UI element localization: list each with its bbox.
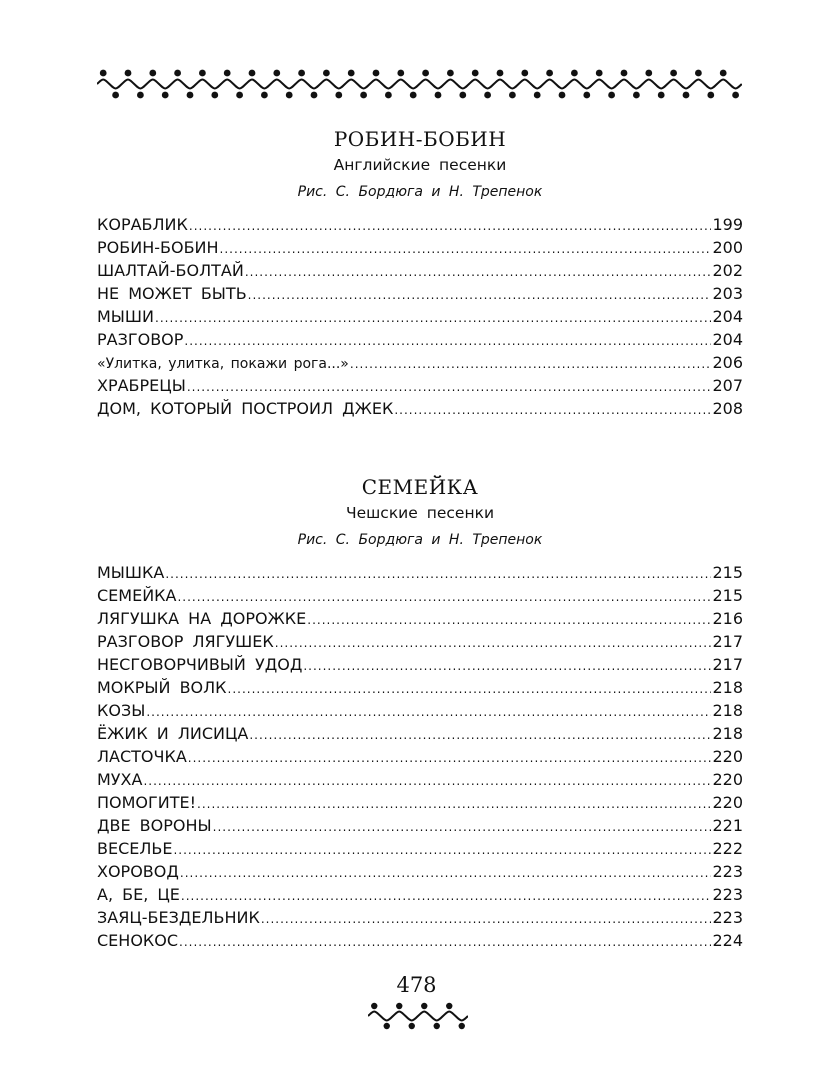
dot-leader — [155, 307, 711, 330]
toc-entry[interactable] — [97, 397, 743, 420]
dot-leader — [177, 586, 711, 609]
dot-leader — [180, 862, 712, 885]
entry-title: МЫШКА — [97, 563, 165, 582]
ornament-dot — [435, 92, 442, 99]
entry-page: 217 — [712, 655, 743, 674]
entry-page: 222 — [712, 839, 743, 858]
dot-leader — [245, 261, 712, 284]
ornament-dot — [371, 1003, 377, 1009]
entry-title: ЛЯГУШКА НА ДОРОЖКЕ — [97, 609, 307, 628]
ornament-dot — [484, 92, 491, 99]
ornament-dot — [211, 92, 218, 99]
section-subtitle: Чешские песенки — [345, 504, 495, 522]
dot-leader — [261, 908, 712, 931]
ornament-dot — [658, 92, 665, 99]
entry-title: ХОРОВОД — [97, 862, 179, 881]
toc-entry[interactable] — [97, 837, 743, 860]
ornament-dot — [396, 1003, 402, 1009]
entry-title: СЕНОКОС — [97, 931, 179, 950]
entry-title: ЛАСТОЧКА — [97, 747, 187, 766]
bottom-ornament — [368, 1002, 468, 1030]
entry-page: 215 — [712, 586, 743, 605]
ornament-dot — [633, 92, 640, 99]
dot-leader — [188, 747, 712, 770]
entry-page: 216 — [712, 609, 743, 628]
entry-title: ШАЛТАЙ-БОЛТАЙ — [97, 261, 244, 280]
toc-entry[interactable] — [97, 883, 743, 906]
ornament-dot — [472, 70, 479, 77]
toc-entry[interactable] — [97, 305, 743, 328]
section-subtitle: Английские песенки — [333, 156, 507, 174]
ornament-dot — [224, 70, 231, 77]
ornament-dot — [670, 70, 677, 77]
ornament-dot — [608, 92, 615, 99]
ornament-dot — [360, 92, 367, 99]
ornament-dot — [162, 92, 169, 99]
dot-leader — [146, 701, 711, 724]
dot-leader — [189, 215, 712, 238]
ornament-dot — [335, 92, 342, 99]
ornament-dot — [261, 92, 268, 99]
dot-leader — [303, 655, 711, 678]
entry-page: 218 — [712, 724, 743, 743]
toc-entry[interactable] — [97, 722, 743, 745]
entry-title: ВЕСЕЛЬЕ — [97, 839, 173, 858]
toc-entry[interactable] — [97, 653, 743, 676]
dot-leader — [220, 238, 712, 261]
ornament-dot — [348, 70, 355, 77]
ornament-dot — [236, 92, 243, 99]
toc-entry[interactable] — [97, 236, 743, 259]
ornament-dot — [695, 70, 702, 77]
ornament-wave — [97, 80, 742, 89]
entry-title: ЗАЯЦ-БЕЗДЕЛЬНИК — [97, 908, 260, 927]
ornament-dot — [571, 70, 578, 77]
dot-leader — [213, 816, 712, 839]
toc-entry[interactable] — [97, 607, 743, 630]
toc-entry[interactable] — [97, 768, 743, 791]
ornament-dot — [385, 92, 392, 99]
ornament-dot — [199, 70, 206, 77]
toc-entry[interactable] — [97, 745, 743, 768]
ornament-dot — [720, 70, 727, 77]
toc-entry[interactable] — [97, 374, 743, 397]
ornament-dot — [311, 92, 318, 99]
ornament-dot — [149, 70, 156, 77]
entry-title: КОЗЫ — [97, 701, 146, 720]
ornament-dot — [621, 70, 628, 77]
ornament-dot — [509, 92, 516, 99]
dot-leader — [275, 632, 712, 655]
entry-page: 202 — [712, 261, 743, 280]
toc-entry[interactable] — [97, 259, 743, 282]
top-ornament-border — [97, 66, 742, 102]
ornament-dot — [397, 70, 404, 77]
dot-leader — [394, 399, 711, 422]
entry-page: 217 — [712, 632, 743, 651]
entry-title: ПОМОГИТЕ! — [97, 793, 197, 812]
dot-leader — [350, 353, 712, 376]
entry-title: РОБИН-БОБИН — [97, 238, 219, 257]
ornament-dot — [286, 92, 293, 99]
ornament-dot — [298, 70, 305, 77]
toc-list — [97, 213, 743, 420]
toc-list — [97, 561, 743, 952]
ornament-dot — [323, 70, 330, 77]
entry-page: 218 — [712, 701, 743, 720]
dot-leader — [143, 770, 711, 793]
entry-page: 220 — [712, 793, 743, 812]
ornament-dot — [521, 70, 528, 77]
dot-leader — [249, 724, 711, 747]
entry-page: 223 — [712, 862, 743, 881]
ornament-dot — [583, 92, 590, 99]
dot-leader — [181, 885, 712, 908]
ornament-dot — [409, 1023, 415, 1029]
ornament-dot — [645, 70, 652, 77]
entry-page: 223 — [712, 908, 743, 927]
ornament-dot — [546, 70, 553, 77]
entry-title: ДОМ, КОТОРЫЙ ПОСТРОИЛ ДЖЕК — [97, 399, 394, 418]
entry-page: 206 — [712, 353, 743, 372]
ornament-dot — [683, 92, 690, 99]
toc-entry[interactable] — [97, 282, 743, 305]
entry-page: 207 — [712, 376, 743, 395]
entry-page: 220 — [712, 770, 743, 789]
ornament-dot — [446, 1003, 452, 1009]
ornament-dot — [459, 1023, 465, 1029]
ornament-dot — [273, 70, 280, 77]
entry-page: 218 — [712, 678, 743, 697]
toc-entry[interactable] — [97, 328, 743, 351]
entry-title: А, БЕ, ЦЕ — [97, 885, 180, 904]
toc-entry[interactable] — [97, 213, 743, 236]
ornament-dot — [112, 92, 119, 99]
entry-title: ЁЖИК И ЛИСИЦА — [97, 724, 249, 743]
toc-entry[interactable] — [97, 699, 743, 722]
ornament-dot — [559, 92, 566, 99]
ornament-dot — [497, 70, 504, 77]
toc-entry[interactable] — [97, 676, 743, 699]
toc-entry[interactable] — [97, 584, 743, 607]
section-robin-bobin — [97, 127, 743, 420]
dot-leader — [184, 330, 711, 353]
toc-entry[interactable] — [97, 929, 743, 952]
ornament-dot — [100, 70, 107, 77]
ornament-dot — [421, 1003, 427, 1009]
toc-entry[interactable] — [97, 351, 743, 374]
toc-entry[interactable] — [97, 791, 743, 814]
dot-leader — [197, 793, 711, 816]
ornament-dot — [422, 70, 429, 77]
dot-leader — [179, 931, 711, 954]
page-number: 478 — [396, 973, 437, 997]
ornament-dot — [384, 1023, 390, 1029]
ornament-dot — [174, 70, 181, 77]
ornament-dot — [434, 1023, 440, 1029]
toc-entry[interactable] — [97, 906, 743, 929]
toc-entry[interactable] — [97, 860, 743, 883]
section-semeyka — [97, 475, 743, 952]
illustrator-credit: Рис. С. Бордюга и Н. Трепенок — [297, 184, 543, 200]
entry-page: 215 — [712, 563, 743, 582]
dot-leader — [187, 376, 712, 399]
ornament-dot — [534, 92, 541, 99]
ornament-dot — [187, 92, 194, 99]
entry-title: НЕ МОЖЕТ БЫТЬ — [97, 284, 247, 303]
dot-leader — [173, 839, 711, 862]
ornament-dot — [459, 92, 466, 99]
toc-entry[interactable] — [97, 630, 743, 653]
entry-title: МУХА — [97, 770, 143, 789]
ornament-dot — [137, 92, 144, 99]
entry-title: МОКРЫЙ ВОЛК — [97, 678, 227, 697]
entry-title: «Улитка, улитка, покажи рога...» — [97, 356, 349, 372]
ornament-dot — [707, 92, 714, 99]
entry-page: 204 — [712, 307, 743, 326]
ornament-dot — [732, 92, 739, 99]
section-title: СЕМЕЙКА — [361, 475, 479, 499]
entry-page: 223 — [712, 885, 743, 904]
ornament-dot — [125, 70, 132, 77]
entry-page: 203 — [712, 284, 743, 303]
dot-leader — [165, 563, 711, 586]
entry-title: ХРАБРЕЦЫ — [97, 376, 186, 395]
entry-title: КОРАБЛИК — [97, 215, 188, 234]
entry-title: МЫШИ — [97, 307, 154, 326]
toc-entry[interactable] — [97, 814, 743, 837]
dot-leader — [228, 678, 712, 701]
ornament-dot — [373, 70, 380, 77]
ornament-dot — [596, 70, 603, 77]
entry-page: 204 — [712, 330, 743, 349]
ornament-dot — [249, 70, 256, 77]
entry-title: НЕСГОВОРЧИВЫЙ УДОД — [97, 655, 303, 674]
entry-page: 224 — [712, 931, 743, 950]
illustrator-credit: Рис. С. Бордюга и Н. Трепенок — [297, 532, 543, 548]
ornament-dot — [447, 70, 454, 77]
entry-page: 221 — [712, 816, 743, 835]
entry-title: ДВЕ ВОРОНЫ — [97, 816, 212, 835]
toc-entry[interactable] — [97, 561, 743, 584]
dot-leader — [248, 284, 712, 307]
dot-leader — [307, 609, 711, 632]
entry-title: СЕМЕЙКА — [97, 586, 177, 605]
section-title: РОБИН-БОБИН — [333, 127, 507, 151]
entry-page: 199 — [712, 215, 743, 234]
entry-page: 208 — [712, 399, 743, 418]
entry-page: 220 — [712, 747, 743, 766]
entry-title: РАЗГОВОР — [97, 330, 184, 349]
entry-page: 200 — [712, 238, 743, 257]
ornament-wave — [368, 1012, 468, 1021]
entry-title: РАЗГОВОР ЛЯГУШЕК — [97, 632, 274, 651]
ornament-dot — [410, 92, 417, 99]
